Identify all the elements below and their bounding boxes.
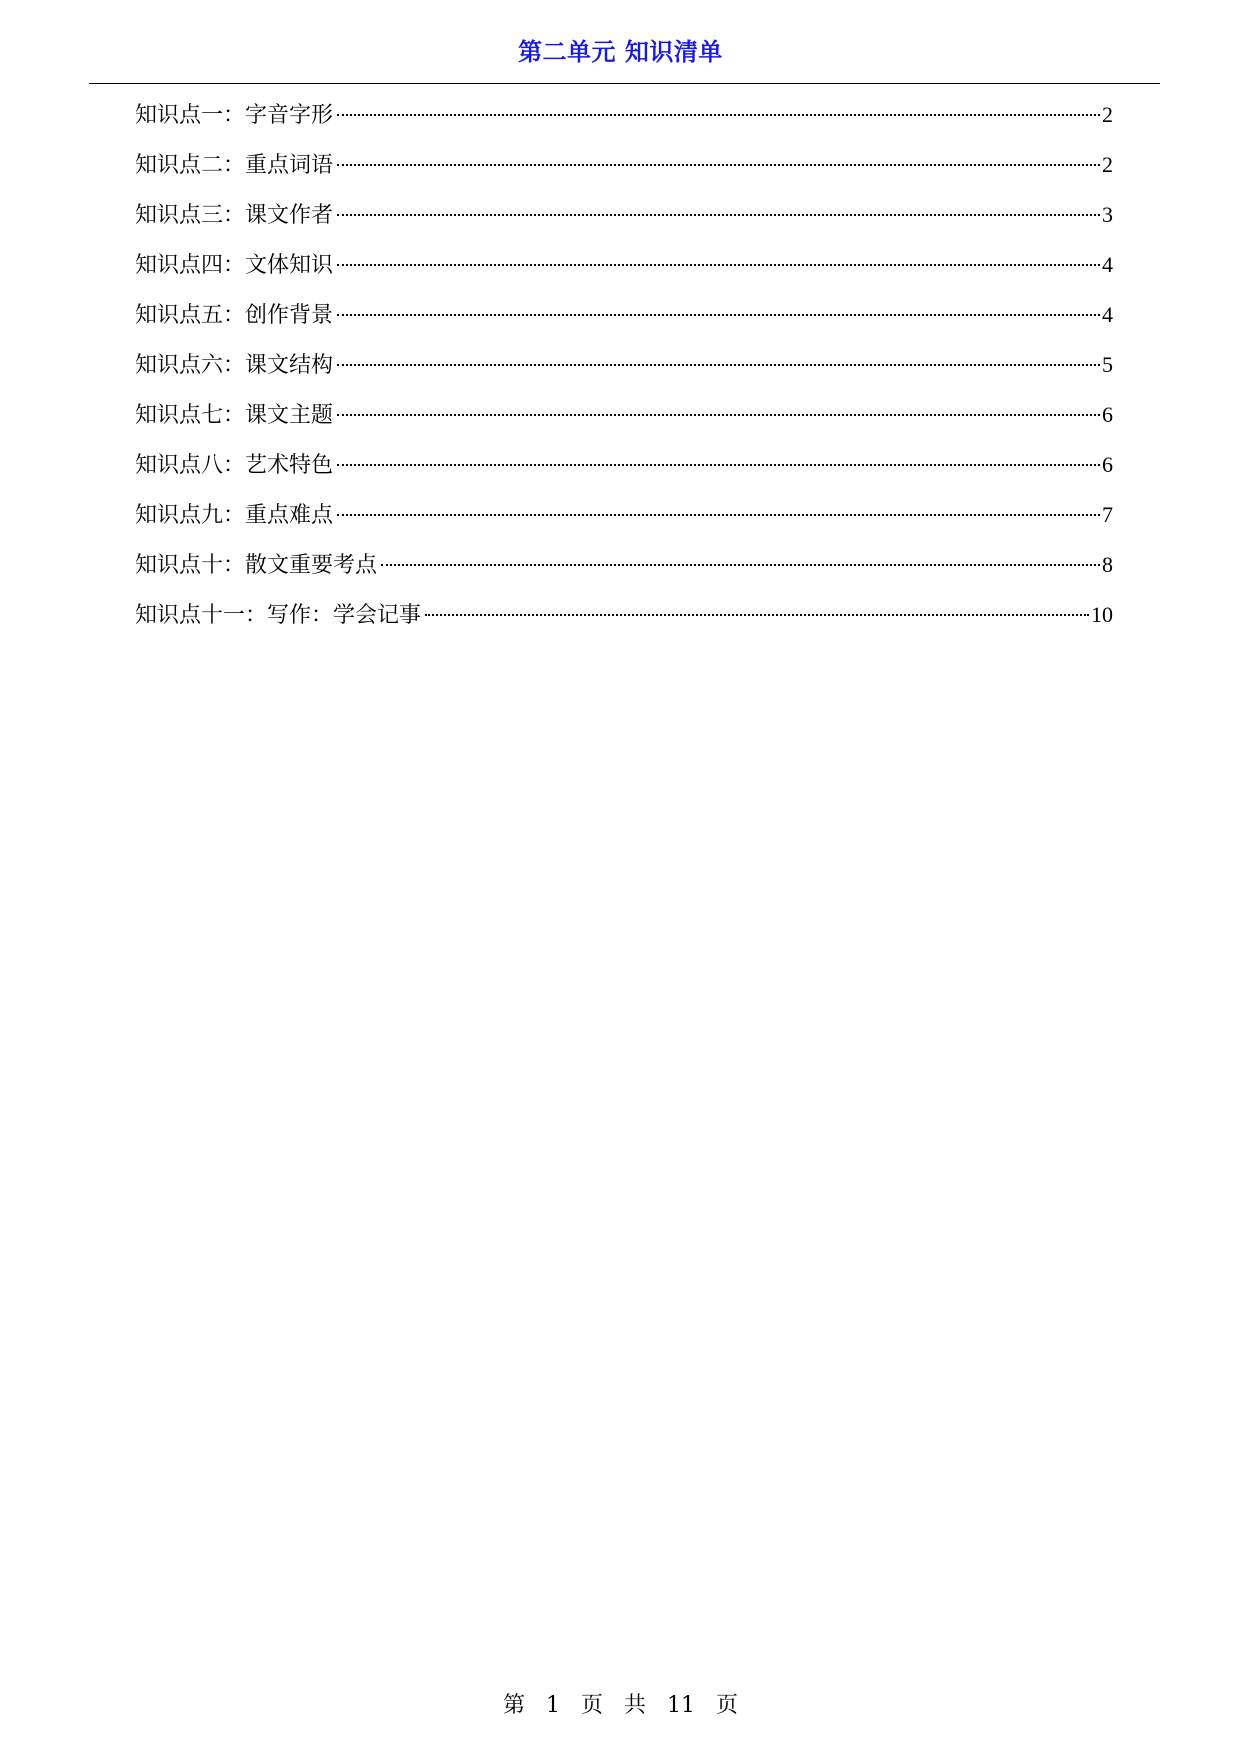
page-title: 第二单元 知识清单 [518,38,723,66]
toc-entry-page: 5 [1102,352,1113,377]
footer-prefix: 第 [502,1693,525,1718]
toc-entry-page: 2 [1102,102,1113,127]
footer-current-page: 1 [545,1693,560,1718]
dot-leader [337,314,1100,316]
toc-entry-3[interactable] [135,190,1113,240]
toc-entry-label: 知识点六：课文结构 [135,353,334,378]
dot-leader [337,464,1100,466]
toc-entry-page: 3 [1102,202,1113,227]
table-of-contents [135,90,1113,640]
dot-leader [337,364,1100,366]
toc-entry-1[interactable] [135,90,1113,140]
toc-entry-5[interactable] [135,290,1113,340]
toc-entry-9[interactable] [135,490,1113,540]
page-footer [0,1688,1241,1724]
toc-entry-page: 10 [1091,602,1113,627]
toc-entry-page: 4 [1102,252,1113,277]
toc-entry-label: 知识点七：课文主题 [135,403,334,428]
toc-entry-label: 知识点八：艺术特色 [135,453,334,478]
dot-leader [337,264,1100,266]
toc-entry-10[interactable] [135,540,1113,590]
toc-entry-label: 知识点九：重点难点 [135,503,334,528]
dot-leader [337,164,1100,166]
header-divider [89,83,1160,84]
toc-entry-label: 知识点五：创作背景 [135,303,334,328]
dot-leader [337,414,1100,416]
toc-entry-11[interactable] [135,590,1113,640]
toc-entry-2[interactable] [135,140,1113,190]
dot-leader [381,564,1100,566]
footer-suffix: 页 [716,1693,739,1718]
toc-entry-4[interactable] [135,240,1113,290]
toc-entry-page: 4 [1102,302,1113,327]
toc-entry-label: 知识点十：散文重要考点 [135,553,378,578]
toc-entry-label: 知识点四：文体知识 [135,253,334,278]
toc-entry-label: 知识点三：课文作者 [135,203,334,228]
toc-entry-6[interactable] [135,340,1113,390]
toc-entry-7[interactable] [135,390,1113,440]
toc-entry-page: 6 [1102,402,1113,427]
toc-entry-label: 知识点二：重点词语 [135,153,334,178]
dot-leader [337,114,1100,116]
footer-total-word: 共 [624,1693,647,1718]
dot-leader [337,514,1100,516]
dot-leader [425,614,1089,616]
toc-entry-page: 2 [1102,152,1113,177]
toc-entry-page: 7 [1102,502,1113,527]
toc-entry-page: 6 [1102,452,1113,477]
toc-entry-label: 知识点一：字音字形 [135,103,334,128]
footer-page-word: 页 [580,1693,603,1718]
footer-total-pages: 11 [667,1693,696,1718]
toc-entry-8[interactable] [135,440,1113,490]
dot-leader [337,214,1100,216]
toc-entry-page: 8 [1102,552,1113,577]
toc-entry-label: 知识点十一：写作：学会记事 [135,603,422,628]
